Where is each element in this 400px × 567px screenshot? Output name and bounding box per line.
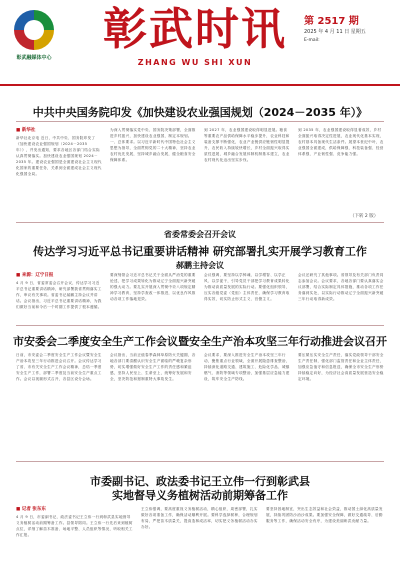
article-3-col-1: 日前，市安委会二季度安全生产工作会议暨安全生产治本攻坚三年行动推进会议召开。会议传达学习了省、市有关安全生产工作会议精神，总结一季度安全生产工作，部署二季度及当前安全生产重点工作。会议以视频形式召开，各县区设分会场。 xyxy=(16,353,102,381)
article-4-col-1: 4 月 9 日，市委副书记、政法委书记王立伟一行到彰武县实地督导义务植树活动前期筹备工作。县领导陪同。王立伟一行先后来到植树点位，详细了解苗木准备、场地平整、人员组织等情况，听取相关工作汇报。 xyxy=(16,515,133,537)
article-4-rule xyxy=(16,461,384,462)
masthead-divider xyxy=(0,84,400,86)
masthead xyxy=(0,0,400,80)
article-2-rule xyxy=(16,222,384,223)
article-4-headline-line-2: 实地督导义务植树活动前期筹备工作 xyxy=(112,489,288,502)
article-4-col-2: 王立伟强调，要高度重视义务植树活动，精心组织、周密部署，扎实做好各项准备工作，确保活动顺利开展。要科学选择树种，合理规划布局，严把苗木质量关，提高造林成活率，切实把义务植树活动办实办好。 xyxy=(141,507,258,529)
article-2-col-2: 要深刻领会习近平总书记关于全面从严治党的重要论述，把学习成果转化为推动辽宁全面振兴新突破的强大动力。要扎实开展深入贯彻中央八项规定精神学习教育，坚持学查改一体推进，以优良作风推动各项工作落地见效。 xyxy=(110,273,196,301)
article-1-byline: ■ 新华社 xyxy=(16,128,36,133)
newspaper-pinyin: ZHANG WU SHI XUN xyxy=(137,58,253,67)
issue-number: 第 2517 期 xyxy=(304,16,359,27)
logo-center xyxy=(24,20,44,40)
logo-org-name: 彰武融媒体中心 xyxy=(16,55,52,61)
article-3-col-3: 会议要求，要深入推进安全生产治本攻坚三年行动，聚焦重点行业领域，全面开展隐患排查整治，持续深化道路交通、建筑施工、危险化学品、城镇燃气、消防等领域专项整治，加强基层应急能力建设，筑牢安全生产防线。 xyxy=(204,353,290,381)
article-3-col-4: 要压紧压实安全生产责任，落实党政领导干部安全生产责任制，强化部门监管责任和企业主体责任，加强应急值守和信息报送，确保全市安全生产形势持续稳定向好，为经济社会高质量发展营造安全稳定环境。 xyxy=(298,353,384,381)
article-2-col-4: 会议还研究了其他事项。省领导及有关部门负责同志参加会议。会议要求，各地各部门要认真落实会议部署，结合实际制定具体措施，推动各项工作任务落到实处，以实际行动推动辽宁全面振兴新突破三年行动取得新成效。 xyxy=(298,273,384,301)
article-3-headline: 市安委会二季度安全生产工作会议暨安全生产治本攻坚三年行动推进会议召开 xyxy=(13,335,387,348)
article-1-col-4: 到 2035 年，农业强国建设取得显著成效，乡村全面振兴取得决定性进展，农业现代化基本实现，农村基本具备现代生活条件。展望本世纪中叶，农业强国全面建成，供给保障强、科技装备强、经营体系强、产业韧性强、竞争能力强。 xyxy=(298,128,384,156)
article-2-byline: ■ 来源：辽宁日报 xyxy=(16,273,54,278)
article-2-col-1: 4 月 9 日，省委常委会召开会议，传达学习习近平总书记重要讲话精神，研究部署我省贯彻落实工作，审议有关事项。省委书记郝鹏主持会议并讲话。会议指出，习近平总书记重要讲话精神，为我们做好当前和今后一个时期工作提供了根本遵循。 xyxy=(16,281,102,309)
newspaper-title: 彰武时讯 xyxy=(103,4,287,55)
article-4-byline: ■ 记者 张东东 xyxy=(16,507,46,512)
article-2-kicker: 省委常委会召开会议 xyxy=(164,230,236,239)
article-3-col-2: 会议指出，当前正值春季森林草原防火关键期，各地各部门要清醒认识安全生产面临的严峻复杂形势，切实增强做好安全生产工作的责任感和紧迫感，坚持人民至上、生命至上，统筹好发展和安全，坚决防范和遏制重特大事故发生。 xyxy=(110,353,196,381)
article-1-col-1: 新华社北京电 近日，中共中央、国务院印发了《加快建设农业强国规划（2024－2035 年）》，并发出通知，要求各地区各部门结合实际认真贯彻落实。加快建设农业强国规划 2024－2035 年。建设农业强国是全面建设社会主义现代化国家的重要任务，关系到全面建成社会主义现代化强国全局。 xyxy=(16,136,102,176)
article-4-headline: 市委副书记、政法委书记王立伟一行到彰武县 xyxy=(90,475,310,488)
article-4-col-3: 要坚持因地制宜，突出生态效益和社会效益，推动国土绿化高质量发展，持续巩固防沙治沙成果。要加强安全保障，做好交通疏导、后勤服务等工作，确保活动安全有序，为建设美丽彰武贡献力量。 xyxy=(266,507,383,523)
article-1-headline: 中共中央国务院印发《加快建设农业强国规划（2024－2035 年）》 xyxy=(32,106,368,119)
article-2-headline: 传达学习习近平总书记重要讲话精神 研究部署扎实开展学习教育工作 xyxy=(33,245,367,258)
email-label: E-mail: xyxy=(304,38,320,43)
article-2-subhead: 郝鹏主持会议 xyxy=(176,261,224,270)
article-1-col-3: 到 2027 年，农业强国建设取得明显进展。粮食等重要农产品供给保障水平稳步提升，农业科技和装备支撑不断强化，农业产业链供应链韧性明显提升，农民收入持续较快增长，乡村全面振兴取得实质性进展，城乡融合发展体制机制基本建立，农业农村现代化迈出坚实步伐。 xyxy=(204,128,290,162)
article-1-rule xyxy=(16,121,384,122)
issue-date: 2025 年 4 月 11 日 星期五 xyxy=(304,29,366,35)
article-1-continued: （下转 2 版） xyxy=(350,214,379,219)
article-1-col-2: 为深入贯彻落实党中央、国务院决策部署，全面推进乡村振兴，加快建设农业强国，制定本规划。一、总体要求。以习近平新时代中国特色社会主义思想为指导，全面贯彻党的二十大精神，坚持农业农村优先发展，坚持城乡融合发展，健全粮食安全保障体系。 xyxy=(110,128,196,162)
article-3-rule xyxy=(16,325,384,326)
article-2-col-3: 会议强调，要坚持以学铸魂、以学增智、以学正风、以学促干，引导党员干部把学习教育成果转化为推动高质量发展的实际行动。要强化组织领导，压实各级党委（党组）主体责任，确保学习教育取得实效，切实防止形式主义、官僚主义。 xyxy=(204,273,290,301)
